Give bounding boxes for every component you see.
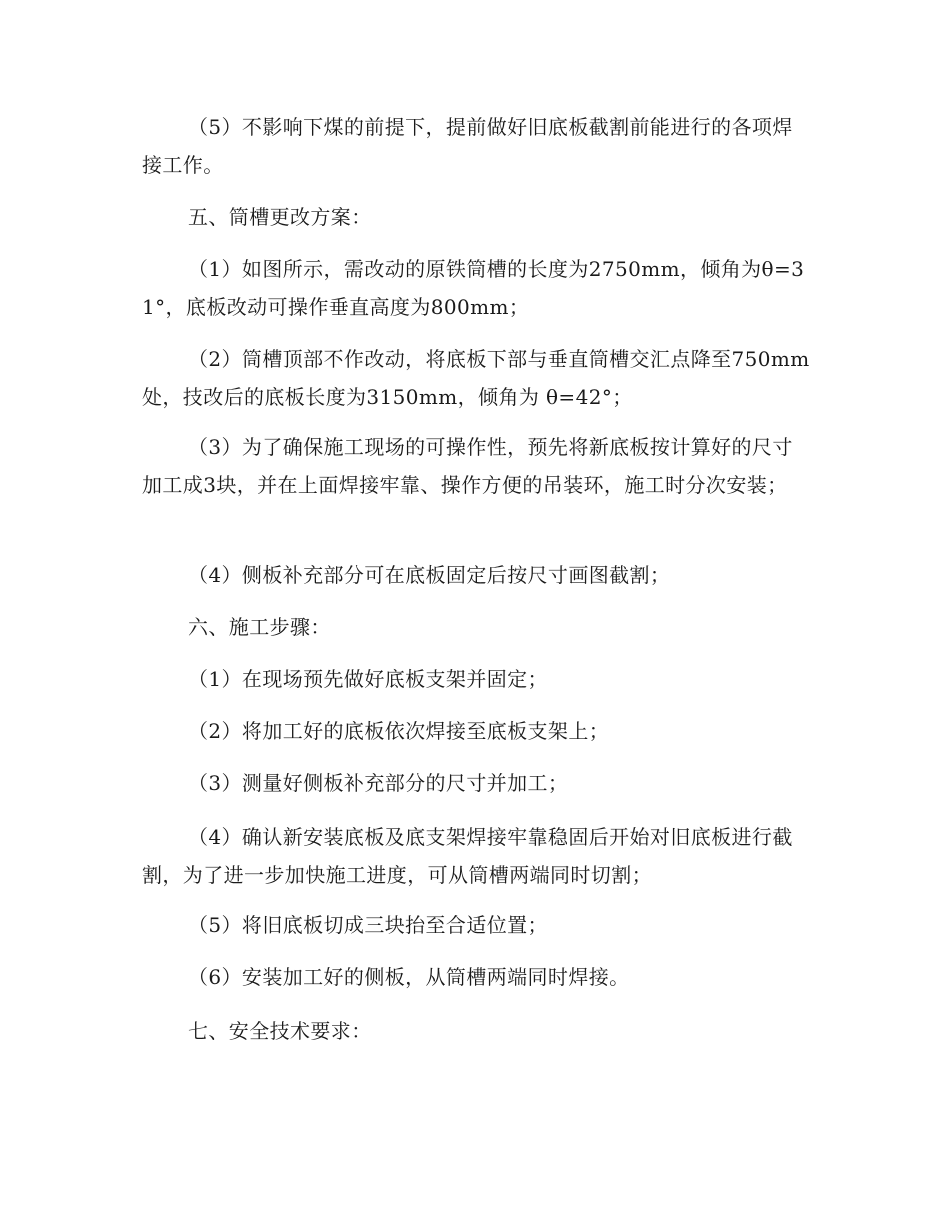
section-heading-5: 五、筒槽更改方案： — [188, 205, 372, 229]
paragraph-plan-1: （1）如图所示，需改动的原铁筒槽的长度为2750mm，倾角为θ=31°，底板改动可操作垂直高度为800mm； — [142, 257, 805, 319]
paragraph-plan-3: （3）为了确保施工现场的可操作性，预先将新底板按计算好的尺寸加工成3块，并在上面焊接牢靠、操作方便的吊装环，施工时分次安装； — [142, 435, 793, 497]
paragraph-step-2: （2）将加工好的底板依次焊接至底板支架上； — [188, 719, 610, 743]
paragraph-step-6: （6）安装加工好的侧板，从筒槽两端同时焊接。 — [188, 965, 630, 989]
paragraph-step-4: （4）确认新安装底板及底支架焊接牢靠稳固后开始对旧底板进行截割，为了进一步加快施工进度，可从筒槽两端同时切割； — [142, 825, 793, 887]
paragraph-plan-2: （2）筒槽顶部不作改动，将底板下部与垂直筒槽交汇点降至750mm处，技改后的底板长度为3150mm，倾角为 θ=42°； — [142, 347, 810, 409]
paragraph-step-1: （1）在现场预先做好底板支架并固定； — [188, 667, 548, 691]
paragraph-step5-prep: （5）不影响下煤的前提下，提前做好旧底板截割前能进行的各项焊接工作。 — [142, 115, 793, 177]
section-heading-6: 六、施工步骤： — [188, 615, 331, 639]
paragraph-step-3: （3）测量好侧板补充部分的尺寸并加工； — [188, 771, 569, 795]
paragraph-step-5: （5）将旧底板切成三块抬至合适位置； — [188, 913, 548, 937]
paragraph-plan-4: （4）侧板补充部分可在底板固定后按尺寸画图截割； — [188, 563, 671, 587]
section-heading-7: 七、安全技术要求： — [188, 1019, 372, 1043]
